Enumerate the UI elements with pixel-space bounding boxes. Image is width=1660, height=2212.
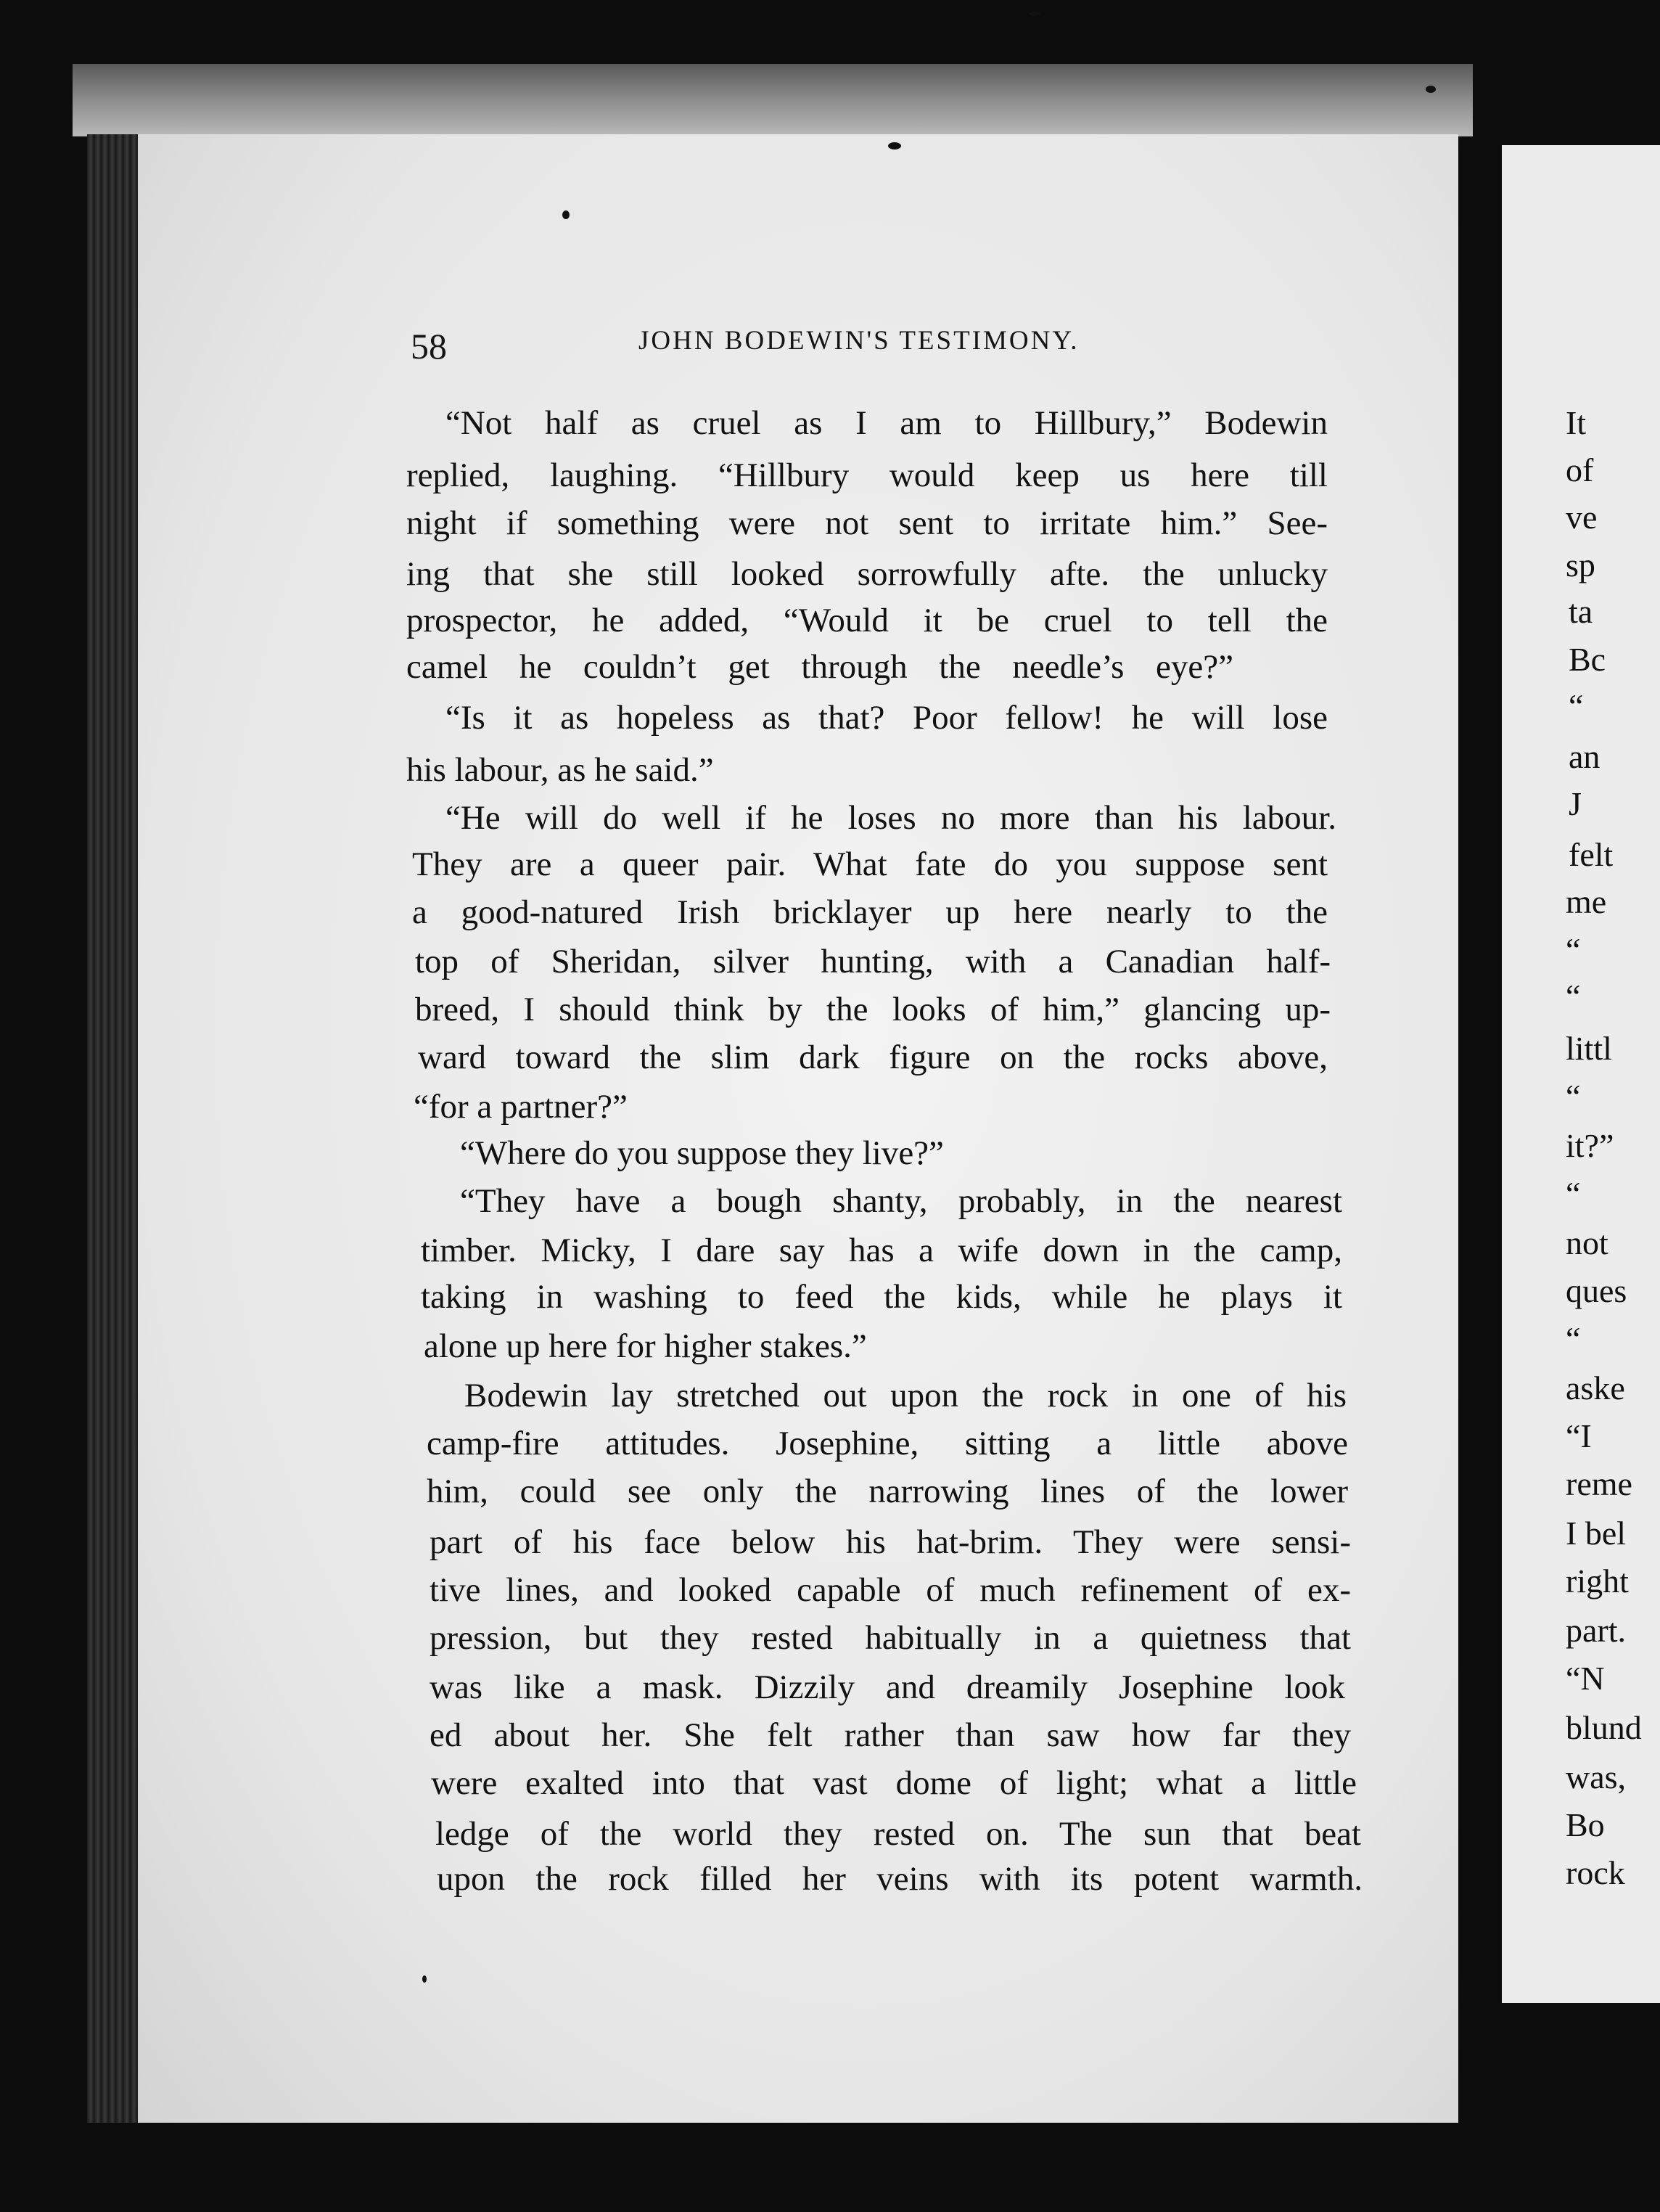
facing-page-line: “ xyxy=(1569,687,1584,724)
facing-page-line: Bo xyxy=(1566,1806,1605,1843)
text-line: ledge of the world they rested on. The sun that beat xyxy=(435,1815,1361,1853)
text-line: timber. Micky, I dare say has a wife down in the camp, xyxy=(421,1232,1342,1269)
text-line: him, could see only the narrowing lines of the lower xyxy=(427,1472,1348,1510)
book-page-edges xyxy=(87,134,138,2123)
facing-page-line: “ xyxy=(1566,978,1581,1015)
facing-page-line: right xyxy=(1566,1562,1629,1599)
text-line: “Not half as cruel as I am to Hillbury,” Bodewin xyxy=(445,404,1328,442)
scan-speck xyxy=(422,1975,427,1983)
scan-speck xyxy=(562,210,570,219)
text-line: replied, laughing. “Hillbury would keep us here till xyxy=(406,456,1328,494)
facing-page-line: aske xyxy=(1566,1369,1625,1406)
facing-page-line: part. xyxy=(1566,1612,1627,1649)
facing-page-line: was, xyxy=(1566,1758,1627,1795)
facing-page-line: not xyxy=(1566,1224,1608,1261)
text-line: his labour, as he said.” xyxy=(406,751,714,789)
scan-speck xyxy=(888,142,901,149)
text-line: top of Sheridan, silver hunting, with a Canadian half- xyxy=(415,943,1331,980)
text-line: camp-fire attitudes. Josephine, sitting a little above xyxy=(427,1425,1348,1462)
facing-page-line: It xyxy=(1566,404,1587,441)
text-line: was like a mask. Dizzily and dreamily Josephine look xyxy=(430,1668,1345,1706)
text-line: prospector, he added, “Would it be cruel to tell the xyxy=(406,602,1328,639)
facing-page-line: blund xyxy=(1566,1709,1642,1746)
facing-page-line: an xyxy=(1569,738,1601,775)
text-line: breed, I should think by the looks of him,” glancing up- xyxy=(415,991,1331,1028)
facing-page-line: ve xyxy=(1566,499,1598,536)
text-line: ing that she still looked sorrowfully afte. the unlucky xyxy=(406,555,1328,593)
facing-page-line: it?” xyxy=(1566,1127,1614,1164)
facing-page-line: J xyxy=(1569,785,1582,822)
facing-page-line: felt xyxy=(1569,836,1614,873)
text-line: “He will do well if he loses no more than his labour. xyxy=(445,799,1336,837)
text-line: “Where do you suppose they live?” xyxy=(460,1134,944,1172)
facing-page-line: “I xyxy=(1566,1417,1592,1454)
text-line: upon the rock filled her veins with its potent warmth. xyxy=(437,1860,1363,1898)
facing-page-line: littl xyxy=(1566,1030,1612,1067)
facing-page-line: reme xyxy=(1566,1465,1632,1502)
facing-page-line: ques xyxy=(1566,1272,1627,1309)
text-line: “for a partner?” xyxy=(414,1088,628,1126)
facing-page-line: ta xyxy=(1569,593,1593,630)
facing-page-line: I bel xyxy=(1566,1515,1627,1552)
facing-page-line: “ xyxy=(1566,1078,1581,1115)
text-line: alone up here for higher stakes.” xyxy=(424,1327,867,1365)
facing-page-line: rock xyxy=(1566,1854,1625,1891)
text-line: night if something were not sent to irritate him.” See- xyxy=(406,504,1328,542)
scan-speck xyxy=(1426,86,1436,93)
text-line: were exalted into that vast dome of light; what a little xyxy=(431,1764,1357,1802)
facing-page-line: “ xyxy=(1566,1175,1581,1212)
page-number: 58 xyxy=(411,326,447,366)
facing-page-line: of xyxy=(1566,451,1594,488)
text-line: Bodewin lay stretched out upon the rock in one of his xyxy=(464,1377,1347,1414)
facing-page-line: “ xyxy=(1566,931,1581,968)
facing-page-line: “ xyxy=(1566,1320,1581,1357)
text-line: tive lines, and looked capable of much refinement of ex- xyxy=(430,1571,1351,1609)
text-line: “They have a bough shanty, probably, in the nearest xyxy=(460,1182,1342,1220)
facing-page-fragment xyxy=(1502,145,1660,2003)
text-line: pression, but they rested habitually in a quietness that xyxy=(430,1619,1351,1657)
facing-page-line: Bc xyxy=(1569,641,1606,678)
text-line: taking in washing to feed the kids, while he plays it xyxy=(421,1278,1342,1316)
scan-top-band xyxy=(73,64,1473,136)
text-line: ward toward the slim dark figure on the rocks above, xyxy=(418,1039,1328,1076)
facing-page-line: sp xyxy=(1566,546,1595,583)
running-head: JOHN BODEWIN'S TESTIMONY. xyxy=(638,326,1080,356)
text-line: “Is it as hopeless as that? Poor fellow! he will lose xyxy=(445,699,1328,737)
facing-page-line: me xyxy=(1566,883,1607,920)
text-line: part of his face below his hat-brim. They were sensi- xyxy=(430,1523,1351,1561)
text-line: camel he couldn’t get through the needle’s eye?” xyxy=(406,648,1233,686)
text-line: ed about her. She felt rather than saw how far they xyxy=(430,1716,1351,1754)
text-line: a good-natured Irish bricklayer up here nearly to the xyxy=(412,893,1328,931)
scan-speck xyxy=(1029,12,1040,16)
facing-page-line: “N xyxy=(1566,1660,1605,1697)
text-line: They are a queer pair. What fate do you suppose sent xyxy=(412,845,1328,883)
